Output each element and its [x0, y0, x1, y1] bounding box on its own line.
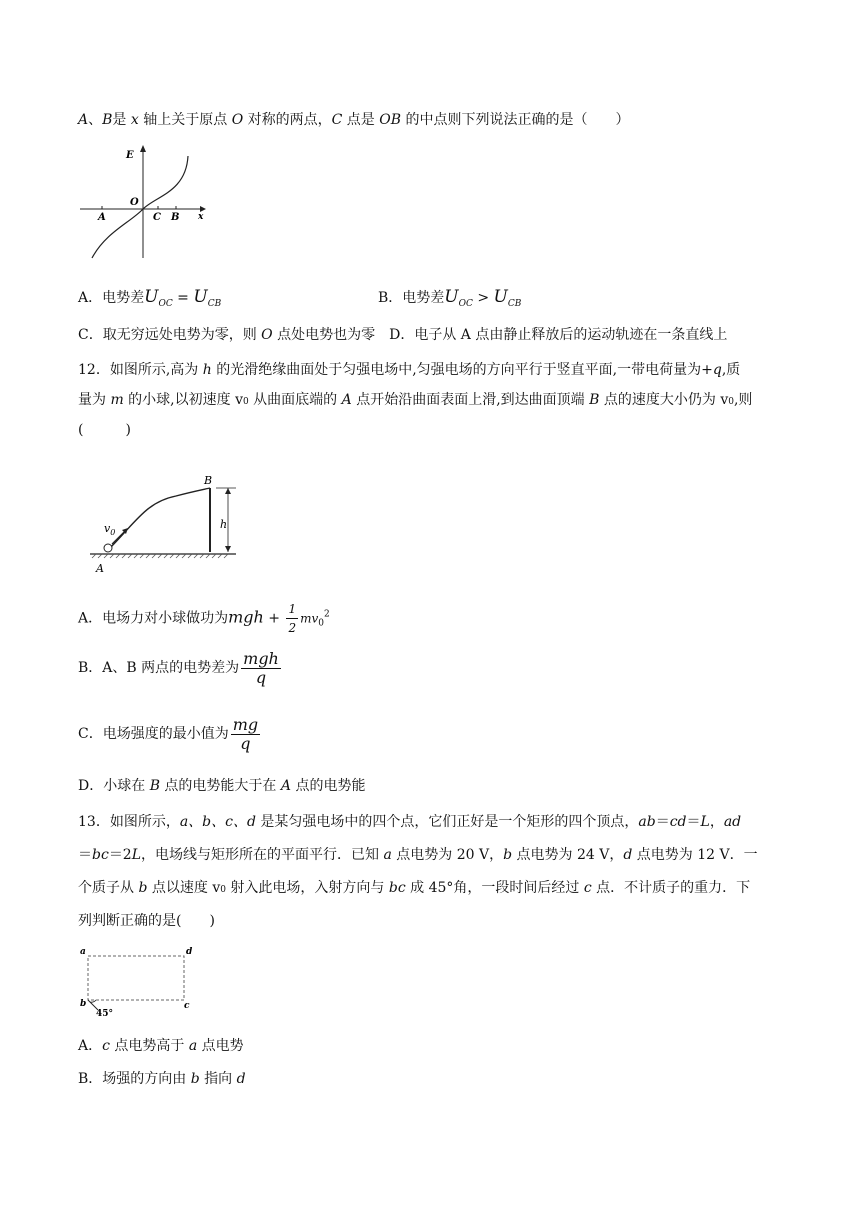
text: 点电势为 12 V．一	[632, 847, 758, 863]
var-h: h	[202, 362, 212, 378]
q12-curved-surface-figure	[86, 472, 246, 580]
label-A: A	[98, 212, 106, 223]
q13-stem-line2	[78, 845, 758, 865]
text: 、	[88, 112, 103, 128]
text: 点的速度大小仍为 v	[599, 392, 729, 408]
label-B: B	[171, 212, 180, 223]
numerator: mgh	[243, 648, 279, 668]
dashed-rectangle	[88, 956, 184, 1000]
q13-option-a	[78, 1036, 244, 1056]
subscript: OC	[458, 299, 473, 309]
text: 射入此电场，入射方向与	[225, 880, 389, 896]
text: 的中点则下列说法正确的是（ ）	[401, 112, 630, 128]
option-text: D．小球在	[78, 778, 150, 794]
text: 从曲面底端的	[248, 392, 342, 408]
q12-option-b	[78, 648, 283, 688]
operator: >	[472, 290, 494, 306]
q13-stem-line3	[78, 878, 750, 900]
var-d: d	[623, 847, 633, 863]
var-abcd: a、b、c、d	[179, 814, 256, 830]
var-U: U	[193, 287, 208, 307]
label-d: d	[186, 947, 193, 957]
height-arrow-down	[225, 546, 231, 552]
option-text: C．取无穷远处电势为零，则	[78, 327, 262, 343]
text: 的小球,以初速度 v	[123, 392, 243, 408]
label-h: h	[220, 518, 228, 531]
text: 对称的两点，	[243, 112, 332, 128]
text: 个质子从	[78, 880, 139, 896]
text: 列判断正确的是( )	[78, 913, 215, 929]
var-a: a	[188, 1038, 198, 1054]
var-A: A	[280, 778, 292, 794]
var-C: C	[331, 112, 343, 128]
label-b: b	[80, 999, 87, 1009]
subscript: CB	[207, 299, 222, 309]
text: 12．如图所示,高为	[78, 362, 203, 378]
text: 13．如图所示，	[78, 814, 180, 830]
term-mv: mv	[300, 611, 319, 626]
label-O: O	[130, 197, 139, 208]
subscript: 0	[318, 618, 325, 629]
var-c: c	[583, 880, 592, 896]
var-OB: OB	[379, 112, 402, 128]
text: ＝2	[108, 847, 132, 863]
e-axis-arrow	[140, 145, 146, 152]
option-text: 点电势	[197, 1038, 244, 1054]
label-v: v	[104, 522, 111, 535]
option-text: A．电势差	[78, 290, 145, 306]
operator: +	[263, 610, 285, 627]
text: 成 45°角，一段时间后经过	[405, 880, 584, 896]
var-L: L	[700, 814, 710, 830]
var-m: m	[110, 392, 124, 408]
q13-option-b	[78, 1069, 246, 1089]
text: 点．不计质子的重力．下	[591, 880, 751, 896]
var-B: B	[589, 392, 600, 408]
option-text: B．场强的方向由	[78, 1071, 191, 1087]
option-text: 点电势高于	[109, 1038, 189, 1054]
var-q: q	[712, 362, 722, 378]
text: ＝	[78, 847, 92, 863]
var-A: A	[78, 112, 89, 128]
text: 的光滑绝缘曲面处于匀强电场中,匀强电场的方向平行于竖直平面,一带电荷量为+	[211, 362, 713, 378]
label-B: B	[204, 474, 213, 487]
term-mgh: mgh	[228, 607, 264, 627]
answer-blank: ( )	[78, 422, 131, 438]
label-a: a	[80, 947, 86, 957]
subscript: 0	[728, 397, 734, 407]
subscript: OC	[158, 299, 173, 309]
option-text: 点的电势能	[291, 778, 366, 794]
q11-field-graph	[76, 142, 211, 260]
option-text: 指向	[199, 1071, 237, 1087]
q11-option-cd	[78, 325, 727, 345]
var-A: A	[341, 392, 352, 408]
q13-stem-line4	[78, 911, 215, 931]
label-v-subscript: 0	[110, 528, 116, 537]
subscript: 0	[243, 397, 249, 407]
text: 是	[112, 112, 131, 128]
var-bc: bc	[92, 847, 109, 863]
ball	[104, 544, 112, 552]
text: 轴上关于原点	[138, 112, 232, 128]
var-O: O	[231, 112, 244, 128]
label-c: c	[184, 1001, 190, 1011]
q12-stem-line3	[78, 420, 131, 440]
var-c: c	[102, 1038, 110, 1054]
var-L: L	[131, 847, 142, 863]
text: 点是	[342, 112, 380, 128]
superscript: 2	[324, 609, 330, 620]
q11-option-a	[78, 287, 221, 314]
option-text: A．电场力对小球做功为	[78, 610, 229, 627]
text: ，	[709, 814, 724, 830]
numerator: mg	[232, 714, 259, 734]
curved-surface	[108, 488, 210, 550]
text: ,则	[733, 392, 753, 408]
option-text: B．电势差	[378, 290, 445, 306]
label-angle: 45°	[96, 1009, 114, 1019]
denominator: 2	[288, 621, 297, 635]
q12-option-d	[78, 776, 365, 796]
var-cd: cd	[669, 814, 687, 830]
text: 量为	[78, 392, 111, 408]
height-arrow-up	[225, 488, 231, 494]
q13-rectangle-figure	[76, 942, 206, 1020]
var-U: U	[493, 287, 508, 307]
option-text: A．	[78, 1038, 103, 1054]
text: 是某匀强电场中的四个点，它们正好是一个矩形的四个顶点，	[255, 814, 639, 830]
var-b: b	[503, 847, 513, 863]
text: ,质	[721, 362, 741, 378]
label-x: x	[198, 212, 204, 222]
text: ＝	[686, 814, 701, 830]
text: ＝	[655, 814, 670, 830]
var-d: d	[236, 1071, 246, 1087]
subscript: CB	[507, 299, 522, 309]
var-ab: ab	[638, 814, 656, 830]
label-E: E	[126, 150, 134, 161]
var-U: U	[444, 287, 459, 307]
label-A: A	[96, 562, 104, 575]
fraction-mg-over-q	[231, 716, 260, 753]
option-text: 点处电势也为零 D．电子从 A 点由静止释放后的运动轨迹在一条直线上	[272, 327, 728, 343]
text: 点电势为 20 V，	[391, 847, 504, 863]
var-b: b	[138, 880, 148, 896]
numerator: 1	[286, 600, 298, 619]
q11-option-b	[378, 287, 521, 314]
label-v0	[104, 522, 115, 537]
var-ad: ad	[723, 814, 742, 830]
text: 点电势为 24 V，	[512, 847, 624, 863]
label-C: C	[153, 212, 161, 223]
var-B: B	[149, 778, 160, 794]
field-curve	[92, 156, 188, 258]
q12-stem-line1	[78, 360, 740, 380]
q11-stem	[78, 110, 629, 130]
q13-stem-line1	[78, 812, 741, 832]
var-x: x	[130, 112, 139, 128]
text: 点以速度 v	[147, 880, 221, 896]
q12-stem-line2	[78, 390, 752, 412]
q12-option-c	[78, 714, 262, 754]
var-B: B	[102, 112, 113, 128]
var-U: U	[144, 287, 159, 307]
subscript: 0	[220, 885, 226, 895]
text: 点开始沿曲面表面上滑,到达曲面顶端	[351, 392, 590, 408]
var-O: O	[261, 327, 273, 343]
var-b: b	[190, 1071, 200, 1087]
denominator: q	[255, 667, 267, 687]
denominator: q	[240, 733, 251, 753]
q12-option-a	[78, 600, 330, 638]
option-text: 点的电势能大于在	[159, 778, 281, 794]
var-bc: bc	[388, 880, 406, 896]
fraction-one-half	[286, 600, 298, 637]
option-text: C．电场强度的最小值为	[78, 726, 229, 742]
text: ，电场线与矩形所在的平面平行．已知	[141, 847, 384, 863]
operator: =	[172, 290, 194, 306]
var-a: a	[383, 847, 392, 863]
option-text: B．A、B 两点的电势差为	[78, 660, 240, 676]
fraction-mgh-over-q	[241, 650, 281, 687]
